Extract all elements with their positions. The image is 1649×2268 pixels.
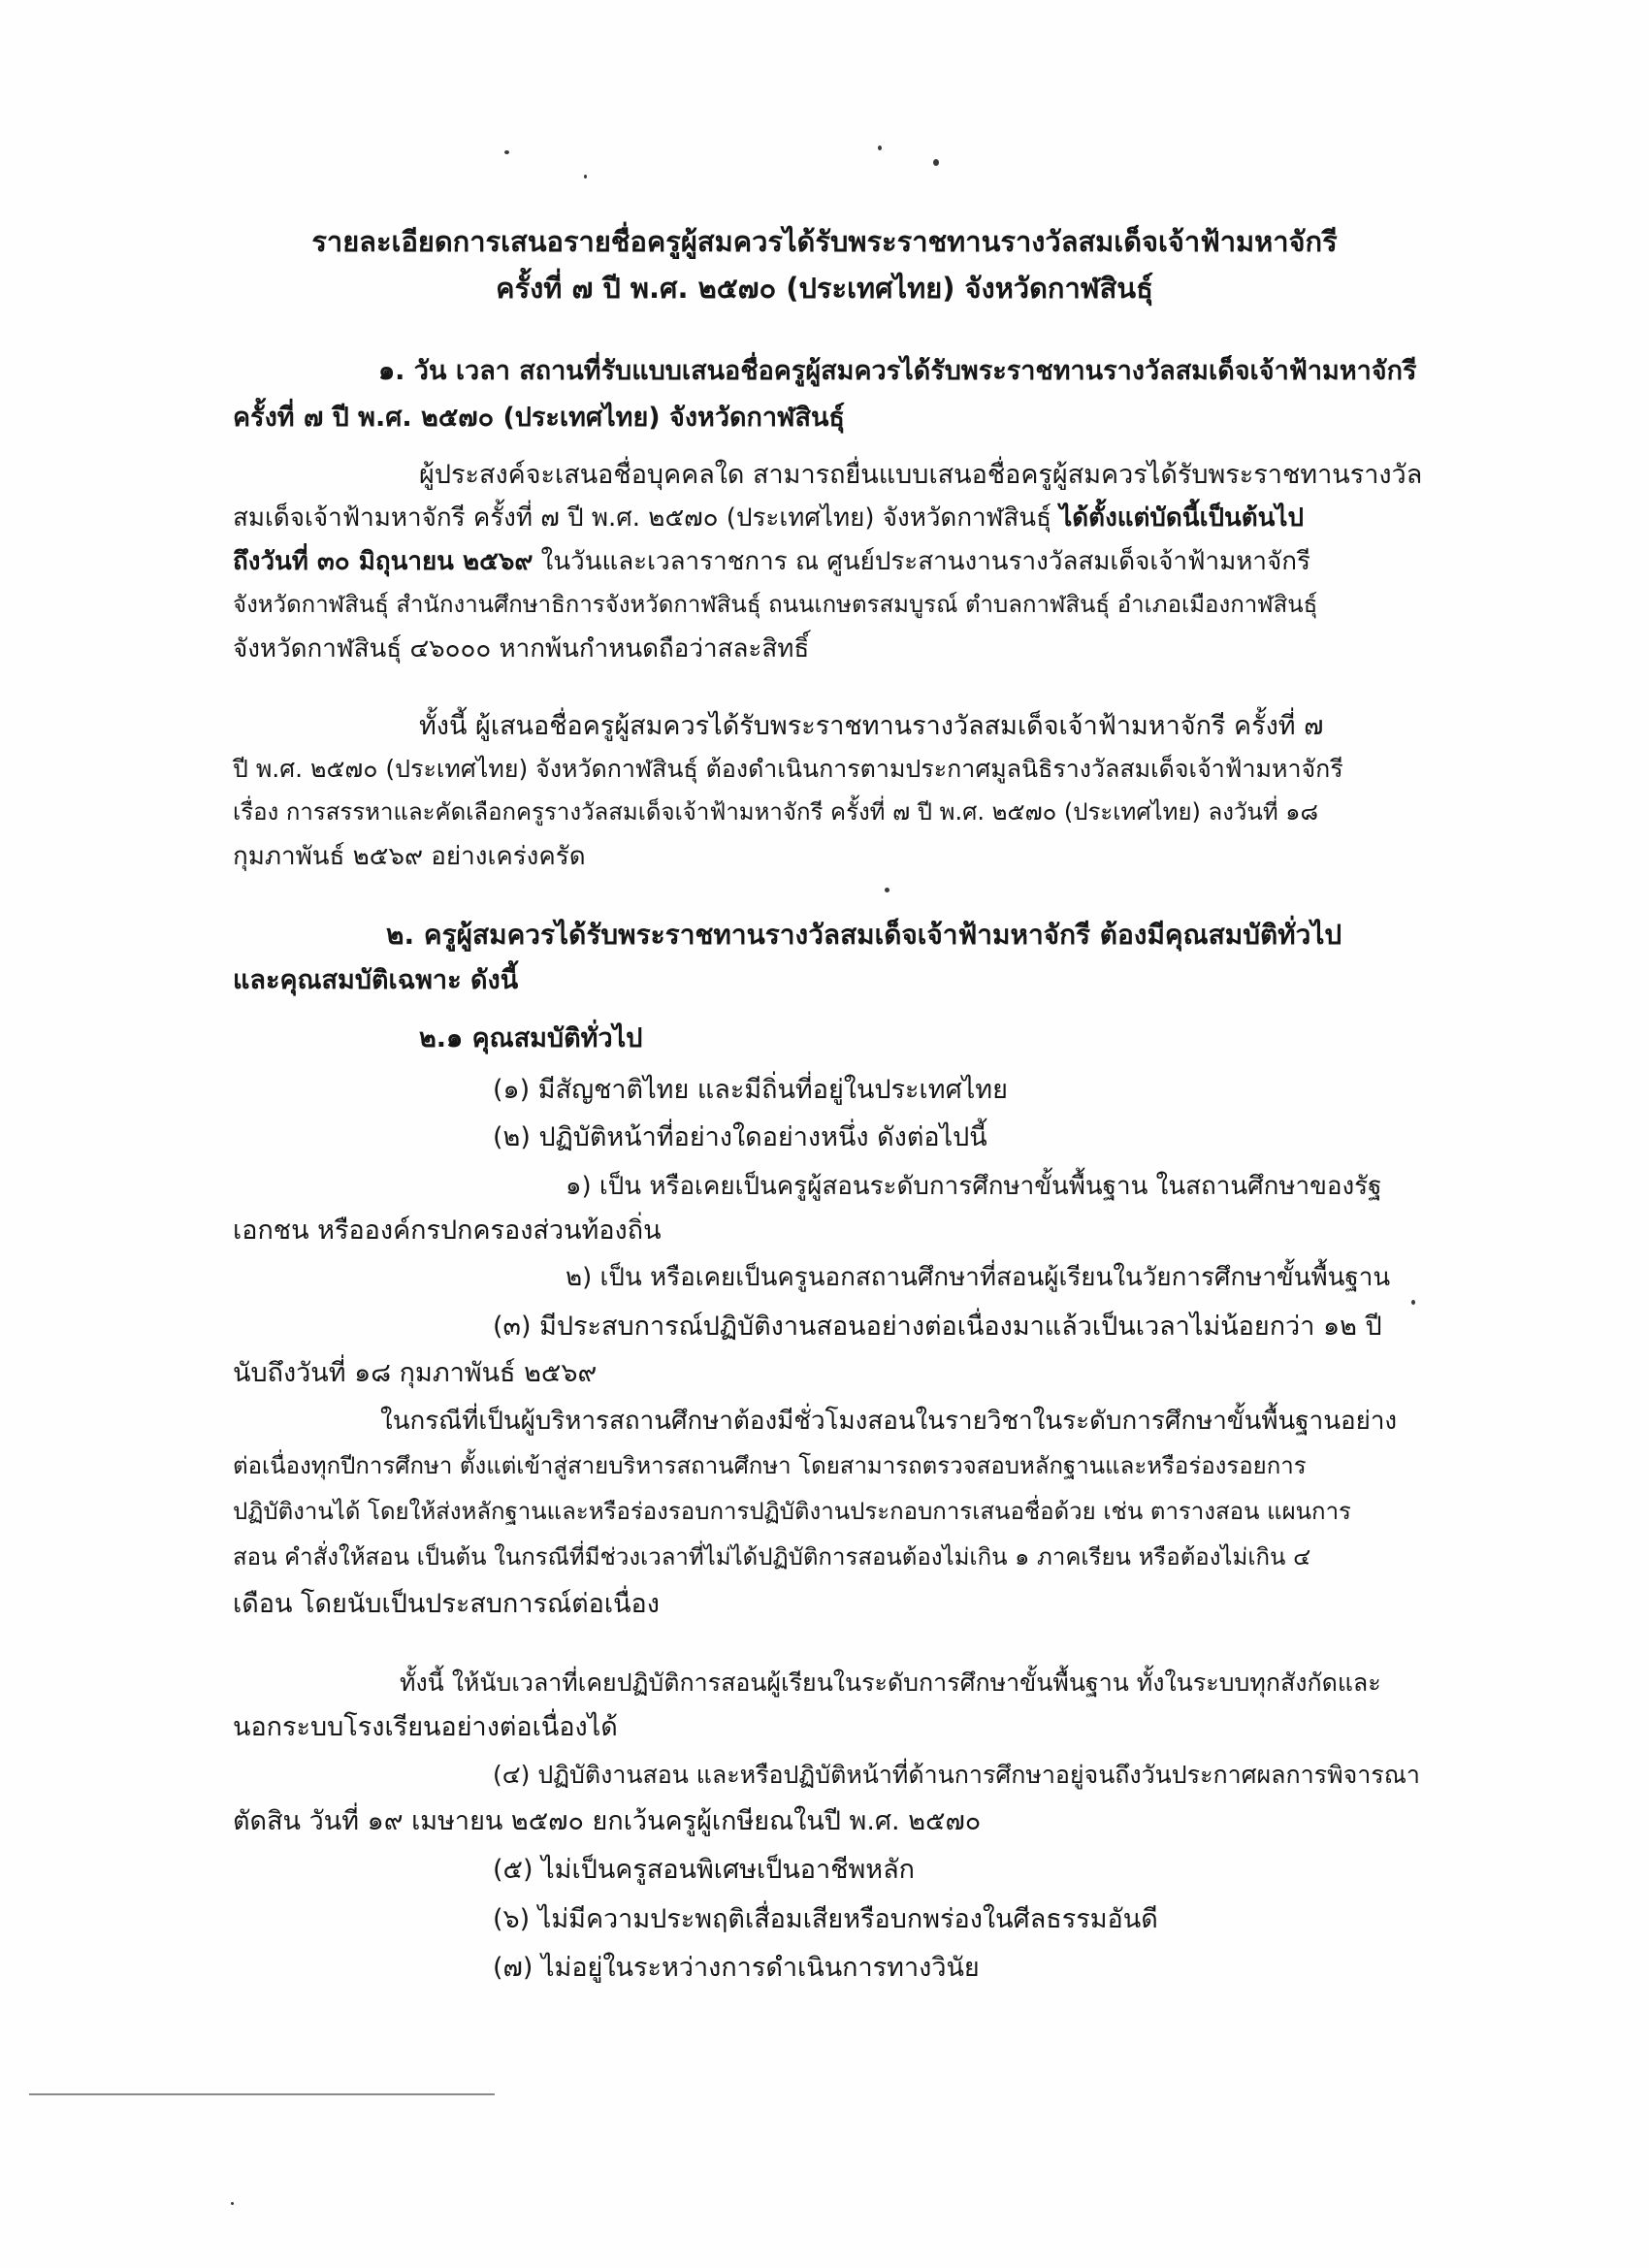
qualification-item-5: (๕) ไม่เป็นครูสอนพิเศษเป็นอาชีพหลัก <box>493 1855 915 1885</box>
section1-paragraph1-line1: ผู้ประสงค์จะเสนอชื่อบุคคลใด สามารถยื่นแบบเสนอชื่อครูผู้สมควรได้รับพระราชทานรางวัล <box>419 460 1423 490</box>
section1-paragraph1-line3 <box>233 547 1310 577</box>
qualification-item-2-2: ๒) เป็น หรือเคยเป็นครูนอกสถานศึกษาที่สอนผู้เรียนในวัยการศึกษาขั้นพื้นฐาน <box>566 1263 1391 1292</box>
section2-heading-line1: ๒. ครูผู้สมควรได้รับพระราชทานรางวัลสมเด็จเจ้าฟ้ามหาจักรี ต้องมีคุณสมบัติทั่วไป <box>386 919 1342 951</box>
scan-speck <box>584 175 587 178</box>
qualification-item-4-line1: (๔) ปฏิบัติงานสอน และหรือปฏิบัติหน้าที่ด้านการศึกษาอยู่จนถึงวันประกาศผลการพิจารณา <box>493 1761 1420 1789</box>
paragraph1-text: ในวันและเวลาราชการ ณ ศูนย์ประสานงานรางวัลสมเด็จเจ้าฟ้ามหาจักรี <box>533 547 1310 576</box>
qualification-item-2-1-line2: เอกชน หรือองค์กรปกครองส่วนท้องถิ่น <box>233 1215 662 1246</box>
section1-heading-line2: ครั้งที่ ๗ ปี พ.ศ. ๒๕๗๐ (ประเทศไทย) จังหวัดกาฬสินธุ์ <box>233 403 845 433</box>
scan-speck <box>504 150 509 154</box>
qualification-item-7: (๗) ไม่อยู่ในระหว่างการดำเนินการทางวินัย <box>493 1953 980 1983</box>
section2-paragraph3-line1: ในกรณีที่เป็นผู้บริหารสถานศึกษาต้องมีชั่วโมงสอนในรายวิชาในระดับการศึกษาขั้นพื้นฐานอย่าง <box>380 1407 1398 1436</box>
section2-heading-line2: และคุณสมบัติเฉพาะ ดังนี้ <box>233 965 519 995</box>
section1-paragraph1-line4: จังหวัดกาฬสินธุ์ สำนักงานศึกษาธิการจังหวัดกาฬสินธุ์ ถนนเกษตรสมบูรณ์ ตำบลกาฬสินธุ์ อำเภอเมืองกาฬสินธุ์ <box>233 591 1318 618</box>
section1-paragraph2-line4: กุมภาพันธ์ ๒๕๖๙ อย่างเคร่งครัด <box>233 842 586 871</box>
qualification-item-2-1-line1: ๑) เป็น หรือเคยเป็นครูผู้สอนระดับการศึกษาขั้นพื้นฐาน ในสถานศึกษาของรัฐ <box>566 1172 1382 1201</box>
section1-paragraph2-line2: ปี พ.ศ. ๒๕๗๐ (ประเทศไทย) จังหวัดกาฬสินธุ์ ต้องดำเนินการตามประกาศมูลนิธิรางวัลสมเด็จเจ้าฟ้ามหาจักรี <box>233 755 1343 783</box>
section1-paragraph1-line5: จังหวัดกาฬสินธุ์ ๔๖๐๐๐ หากพ้นกำหนดถือว่าสละสิทธิ์ <box>233 634 810 664</box>
scan-speck <box>878 146 882 150</box>
qualification-item-3-line2: นับถึงวันที่ ๑๘ กุมภาพันธ์ ๒๕๖๙ <box>233 1358 598 1388</box>
scan-speck <box>885 888 889 892</box>
section2-paragraph4-line2: นอกระบบโรงเรียนอย่างต่อเนื่องได้ <box>233 1712 618 1742</box>
paragraph1-text: สมเด็จเจ้าฟ้ามหาจักรี ครั้งที่ ๗ ปี พ.ศ. ๒๕๗๐ (ประเทศไทย) จังหวัดกาฬสินธุ์ <box>233 503 1060 533</box>
qualification-item-4-line2: ตัดสิน วันที่ ๑๙ เมษายน ๒๕๗๐ ยกเว้นครูผู้เกษียณในปี พ.ศ. ๒๕๗๐ <box>233 1806 982 1836</box>
submission-start-emphasis: ได้ตั้งแต่บัดนี้เป็นต้นไป <box>1059 503 1304 533</box>
qualification-item-1: (๑) มีสัญชาติไทย และมีถิ่นที่อยู่ในประเทศไทย <box>493 1075 1008 1105</box>
section2-paragraph3-line2: ต่อเนื่องทุกปีการศึกษา ตั้งแต่เข้าสู่สายบริหารสถานศึกษา โดยสามารถตรวจสอบหลักฐานและหรือร่องรอยการ <box>233 1452 1307 1479</box>
submission-deadline-emphasis: ถึงวันที่ ๓๐ มิถุนายน ๒๕๖๙ <box>233 547 534 576</box>
qualification-item-6: (๖) ไม่มีความประพฤติเสื่อมเสียหรือบกพร่องในศีลธรรมอันดี <box>493 1904 1158 1934</box>
scan-speck <box>1411 1300 1415 1305</box>
section2-paragraph4-line1: ทั้งนี้ ให้นับเวลาที่เคยปฏิบัติการสอนผู้เรียนในระดับการศึกษาขั้นพื้นฐาน ทั้งในระบบทุกสังกัดและ <box>400 1669 1381 1697</box>
section2-paragraph3-line4: สอน คำสั่งให้สอน เป็นต้น ในกรณีที่มีช่วงเวลาที่ไม่ได้ปฏิบัติการสอนต้องไม่เกิน ๑ ภาคเรียน หรือต้องไม่เกิน ๔ <box>233 1543 1311 1571</box>
document-title-line1: รายละเอียดการเสนอรายชื่อครูผู้สมควรได้รับพระราชทานรางวัลสมเด็จเจ้าฟ้ามหาจักรี <box>311 225 1338 258</box>
bottom-scan-line <box>29 2093 495 2095</box>
section2-sub-heading: ๒.๑ คุณสมบัติทั่วไป <box>419 1023 643 1053</box>
section1-paragraph2-line3: เรื่อง การสรรหาและคัดเลือกครูรางวัลสมเด็จเจ้าฟ้ามหาจักรี ครั้งที่ ๗ ปี พ.ศ. ๒๕๗๐ (ประเทศไทย) ลงวันที่ ๑๘ <box>233 798 1319 826</box>
section2-paragraph3-line3: ปฏิบัติงานได้ โดยให้ส่งหลักฐานและหรือร่องรอบการปฏิบัติงานประกอบการเสนอชื่อด้วย เช่น ตารางสอน แผนการ <box>233 1498 1351 1525</box>
section1-paragraph2-line1: ทั้งนี้ ผู้เสนอชื่อครูผู้สมควรได้รับพระราชทานรางวัลสมเด็จเจ้าฟ้ามหาจักรี ครั้งที่ ๗ <box>419 711 1324 741</box>
section1-heading-line1: ๑. วัน เวลา สถานที่รับแบบเสนอชื่อครูผู้สมควรได้รับพระราชทานรางวัลสมเด็จเจ้าฟ้ามหาจักรี <box>378 356 1417 386</box>
section2-paragraph3-line5: เดือน โดยนับเป็นประสบการณ์ต่อเนื่อง <box>233 1589 660 1619</box>
document-title-line2: ครั้งที่ ๗ ปี พ.ศ. ๒๕๗๐ (ประเทศไทย) จังหวัดกาฬสินธุ์ <box>496 272 1153 305</box>
qualification-item-2: (๒) ปฏิบัติหน้าที่อย่างใดอย่างหนึ่ง ดังต่อไปนี้ <box>493 1122 987 1152</box>
scan-speck <box>933 159 939 166</box>
section1-paragraph1-line2 <box>233 503 1304 534</box>
scan-speck <box>231 2202 234 2205</box>
qualification-item-3-line1: (๓) มีประสบการณ์ปฏิบัติงานสอนอย่างต่อเนื่องมาแล้วเป็นเวลาไม่น้อยกว่า ๑๒ ปี <box>493 1312 1382 1342</box>
